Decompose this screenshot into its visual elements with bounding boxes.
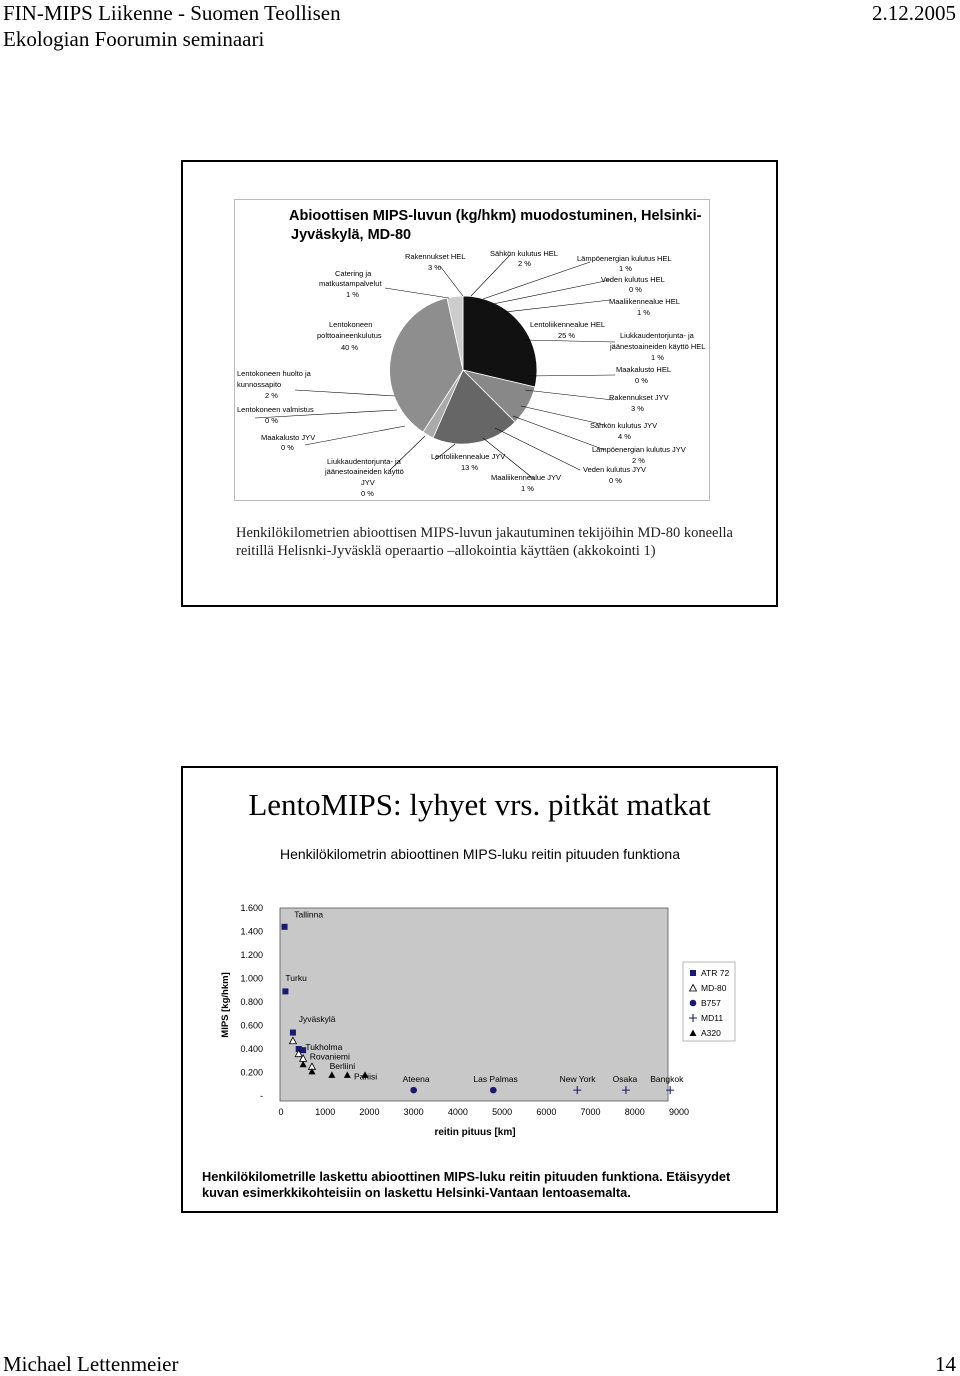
marker-atr-72 [282,924,288,930]
y-tick-label: 1.400 [240,926,263,937]
legend-label: B757 [701,998,721,1008]
pie-label-text: Rakennukset HEL [405,252,466,261]
y-tick-label: 0.400 [240,1044,263,1054]
x-tick-label: 2000 [359,1107,380,1117]
pie-label-text: kunnossapito [237,380,282,389]
bottom-caption-line1: Henkilökilometrille laskettu abioottinen MIPS-luku reitin pituuden funktiona. Etäisyydet [202,1169,731,1184]
marker-atr-72 [282,988,288,994]
pie-label-text: Lentokoneen [329,320,373,329]
city-label: Turku [285,972,307,983]
city-label: Osaka [612,1073,638,1084]
pie-label-text: Maaliikennealue HEL [609,297,680,306]
pie-label-text: 1 % [346,290,359,299]
pie-label-text: Maaliikennealue JYV [491,473,562,482]
x-tick-label: 1000 [315,1107,336,1117]
pie-label-text: Sähkön kulutus JYV [590,421,658,430]
pie-label-text: Lentokoneen huolto ja [237,369,311,378]
pie-label-text: Lentokoneen valmistus [237,405,314,414]
x-tick-label: 4000 [447,1107,468,1117]
legend-label: MD11 [701,1013,724,1023]
chart-title: Henkilökilometrin abioottinen MIPS-luku reitin pituuden funktiona [280,846,680,862]
pie-label-text: 2 % [518,259,531,268]
footer-page-number: 14 [935,1352,956,1376]
pie-caption-line2: reitillä Helisnki-Jyväsklä operaartio –allokointia käyttäen (akkokointi 1) [236,543,656,559]
pie-label-text: 0 % [281,443,294,452]
pie-label-text: Sähkön kulutus HEL [490,249,558,258]
y-tick-label: 0.800 [240,997,263,1007]
pie-label-text: 1 % [521,484,534,493]
pie-label-text: Lentoliikennealue JYV [431,452,506,461]
pie-label-text: Lentoliikennealue HEL [530,320,606,329]
pie-label-text: Liukkaudentorjunta- ja [327,457,401,466]
legend-marker [690,1000,697,1007]
y-axis-label: MIPS [kg/hkm] [220,972,231,1038]
y-tick-label: 1.600 [240,903,263,913]
x-tick-label: 3000 [403,1107,424,1117]
y-tick-label: - [260,1091,263,1101]
legend-label: MD-80 [701,983,727,993]
marker-b757 [410,1087,417,1094]
x-tick-label: 8000 [624,1107,645,1117]
city-label: Bangkok [650,1073,684,1084]
legend-label: ATR 72 [701,968,730,978]
pie-label-text: 0 % [635,376,648,385]
pie-label-text: Lämpöenergian kulutus HEL [577,254,672,263]
marker-b757 [490,1087,497,1094]
pie-label-text: matkustampalvelut [319,279,382,288]
header-title-line1: FIN-MIPS Liikenne - Suomen Teollisen [3,1,341,25]
bottom-caption [202,1169,782,1201]
marker-atr-72 [290,1030,296,1036]
pie-label-text: 1 % [619,264,632,273]
pie-label-text: 13 % [461,463,479,472]
pie-label-text: 0 % [629,285,642,294]
pie-caption-line1: Henkilökilometrien abioottisen MIPS-luvun jakautuminen tekijöihin MD-80 koneella [236,525,733,541]
y-tick-label: 1.000 [240,973,263,984]
pie-label-text: 25 % [558,331,576,340]
city-label: Tallinna [294,909,324,920]
pie-label-text: 2 % [265,391,278,400]
pie-label-text: polttoaineenkulutus [317,331,382,340]
pie-label-text: 3 % [631,404,644,413]
pie-label-text: 40 % [341,343,359,352]
y-axis-ticks [240,903,263,1101]
pie-label-text: Catering ja [335,269,372,278]
pie-label-text: Veden kulutus JYV [583,465,646,474]
city-label: Berliini [329,1060,356,1071]
footer-author: Michael Lettenmeier [3,1352,179,1376]
pie-label-text: JYV [361,478,375,487]
pie-label-text: jäänestoaineiden käyttö [325,467,404,476]
x-axis-label: reitin pituus [km] [434,1127,516,1138]
pie-caption [236,524,756,560]
x-tick-label: 9000 [668,1107,690,1117]
pie-label-text: Liukkaudentorjunta- ja [620,331,694,340]
city-label: Rovaniemi [309,1051,350,1062]
pie-label-text: 0 % [265,416,278,425]
city-label: Jyväskylä [298,1013,336,1024]
legend-label: A320 [701,1028,721,1038]
city-label: Pariisi [353,1071,378,1082]
header-date: 2.12.2005 [872,1,956,25]
chart-legend [683,962,735,1041]
pie-label-text: Rakennukset JYV [609,393,669,402]
scatter-chart [213,895,743,1145]
x-tick-label: 6000 [536,1107,557,1117]
city-label: New York [559,1073,596,1084]
city-label: Las Palmas [473,1073,518,1084]
slide-title: LentoMIPS: lyhyet vrs. pitkät matkat [248,787,711,822]
pie-chart-svg [235,200,711,502]
bottom-caption-line2: kuvan esimerkkikohteisiin on laskettu Helsinki-Vantaan lentoasemalta. [202,1185,631,1200]
x-axis-ticks [278,1107,689,1117]
pie-label-text: 1 % [651,353,664,362]
pie-title-line2: Jyväskylä, MD-80 [291,227,412,243]
y-tick-label: 0.200 [240,1067,263,1078]
plot-area [280,908,668,1101]
pie-label-text: 4 % [618,432,631,441]
x-tick-label: 0 [278,1107,284,1117]
city-label: Tukholma [305,1042,343,1053]
header-title-line2: Ekologian Foorumin seminaari [3,27,265,51]
pie-label-text: Lämpöenergian kulutus JYV [592,445,686,454]
x-tick-label: 7000 [580,1107,601,1117]
pie-label-text: Maakalusto HEL [616,365,672,374]
pie-label-text: Maakalusto JYV [261,433,316,442]
pie-label-text: Veden kulutus HEL [601,275,665,284]
pie-chart-figure [234,199,710,501]
pie-label-text: jäänestoaineiden käyttö HEL [610,342,706,351]
legend-marker [690,970,696,976]
pie-title-line1: Abioottisen MIPS-luvun (kg/hkm) muodostuminen, Helsinki- [289,208,702,224]
pie-label-text: 3 % [428,263,441,272]
pie-label-text: 0 % [361,489,374,498]
y-tick-label: 0.600 [240,1020,263,1031]
y-tick-label: 1.200 [240,950,263,960]
pie-label-text: 1 % [637,308,650,317]
city-label: Ateena [402,1073,430,1084]
x-tick-label: 5000 [492,1107,513,1117]
pie-label-text: 2 % [632,456,645,465]
pie-label-text: 0 % [609,476,622,485]
pie-slices [390,296,537,444]
